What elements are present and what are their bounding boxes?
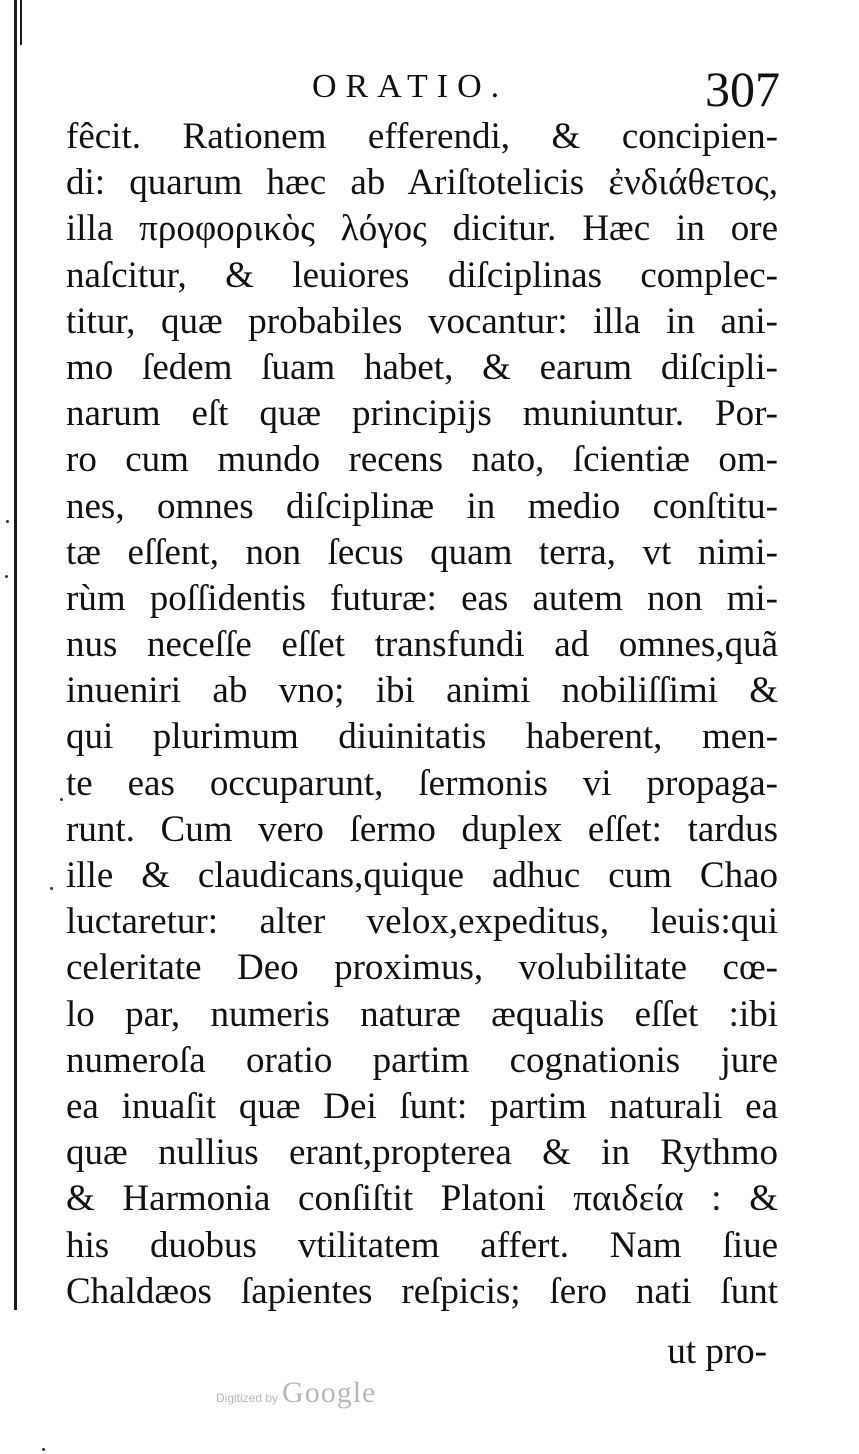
text-line: fêcit. Rationem efferendi, & concipien- (66, 116, 778, 157)
text-line: te eas occuparunt, ſermonis vi propaga- (66, 762, 778, 804)
page-header (60, 60, 780, 120)
text-line: tæ eſſent, non ſecus quam terra, vt nimi- (66, 531, 778, 573)
page-speck (6, 520, 9, 523)
running-head: ORATIO. (312, 68, 509, 105)
text-line: ro cum mundo recens nato, ſcientiæ om- (66, 439, 778, 481)
text-line: his duobus vtilitatem affert. Nam ſiue (66, 1224, 778, 1266)
digitization-watermark (216, 1376, 376, 1410)
page-edge-mark (20, 0, 22, 45)
catchword: ut pro- (667, 1331, 767, 1372)
text-line: numeroſa oratio partim cognationis jure (66, 1039, 778, 1081)
text-line: quæ nullius erant,propterea & in Rythmo (66, 1132, 778, 1174)
text-line: illa προφορικὸς λόγος dicitur. Hæc in ore (66, 208, 778, 250)
page-speck (60, 798, 63, 801)
text-line: celeritate Deo proximus, volubilitate cœ- (66, 947, 778, 989)
text-line: Chaldæos ſapientes reſpicis; ſero nati ſunt (66, 1270, 778, 1312)
watermark-brand: Google (282, 1376, 377, 1409)
text-line: titur, quæ probabiles vocantur: illa in ani- (66, 300, 778, 342)
text-line: nes, omnes diſciplinæ in medio conſtitu- (66, 485, 778, 527)
text-line: mo ſedem ſuam habet, & earum diſcipli- (66, 346, 778, 388)
watermark-prefix: Digitized by (216, 1391, 279, 1405)
text-line: ille & claudicans,quique adhuc cum Chao (66, 855, 778, 896)
text-line: di: quarum hæc ab Ariſtotelicis ἐνδιάθετος, (66, 162, 778, 204)
text-line: luctaretur: alter velox,expeditus, leuis:qui (66, 901, 778, 943)
text-line: lo par, numeris naturæ æqualis eſſet :ibi (66, 993, 778, 1035)
text-line: nus neceſſe eſſet transfundi ad omnes,quã (66, 624, 778, 666)
text-line: rùm poſſidentis futuræ: eas autem non mi- (66, 577, 778, 619)
text-line: runt. Cum vero ſermo duplex eſſet: tardus (66, 808, 778, 850)
text-line: narum eſt quæ principijs muniuntur. Por- (66, 393, 778, 435)
body-text (66, 114, 778, 1315)
page-speck (42, 1448, 45, 1451)
text-line: ea inuaſit quæ Dei ſunt: partim naturali ea (66, 1085, 778, 1127)
text-line: & Harmonia conſiſtit Platoni παιδεία : & (66, 1178, 778, 1220)
text-line: qui plurimum diuinitatis haberent, men- (66, 716, 778, 758)
page-number: 307 (705, 61, 780, 117)
text-line: naſcitur, & leuiores diſciplinas complec- (66, 254, 778, 296)
text-line: inueniri ab vno; ibi animi nobiliſſimi & (66, 670, 778, 712)
page-edge-line (14, 0, 17, 1310)
page-speck (50, 887, 53, 890)
page-speck (5, 575, 8, 578)
